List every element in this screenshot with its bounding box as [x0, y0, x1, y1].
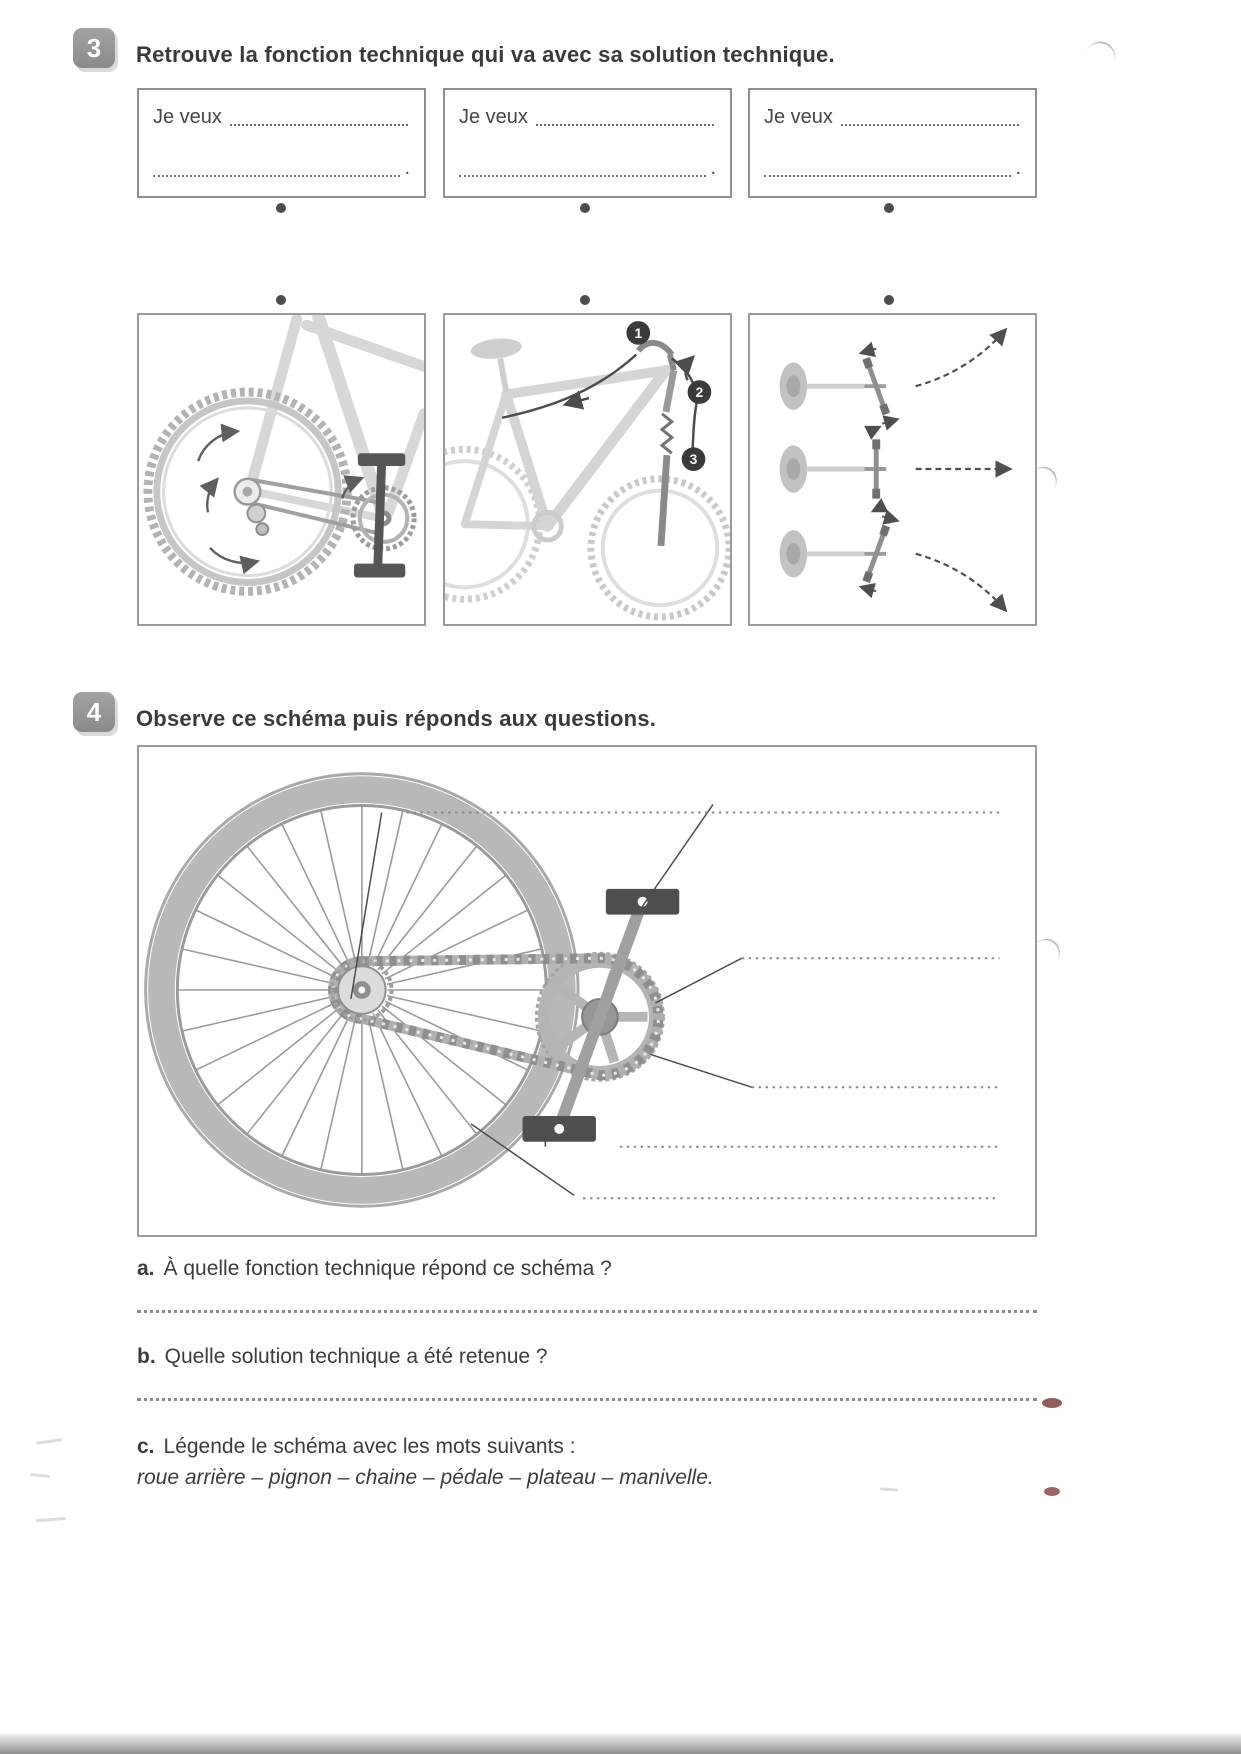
pencil-mark [30, 1473, 50, 1478]
handlebar-top-view-straight [780, 428, 1009, 511]
match-dot-bottom-2 [580, 295, 590, 305]
je-veux-label: Je veux [459, 106, 528, 128]
dotted-leader [764, 155, 1011, 177]
dotted-leader [230, 104, 408, 126]
question-a [137, 1257, 612, 1281]
question-b-text: Quelle solution technique a été retenue ? [164, 1345, 548, 1368]
question-a-text: À quelle fonction technique répond ce schéma ? [163, 1257, 612, 1280]
scan-edge-shadow [0, 1734, 1241, 1754]
dotted-leader [536, 104, 714, 126]
je-veux-line-1 [153, 104, 410, 129]
answer-line-a [137, 1310, 1037, 1313]
question-a-letter: a. [137, 1257, 155, 1280]
step-number-1: 1 [634, 325, 643, 341]
je-veux-label: Je veux [764, 106, 833, 128]
handlebar-top-view-right-turn [780, 516, 1005, 609]
illustration-box-braking [443, 313, 732, 626]
page-curl-mark [1034, 933, 1066, 963]
question-c-text: Légende le schéma avec les mots suivants : [163, 1435, 576, 1458]
je-veux-label: Je veux [153, 106, 222, 128]
dotted-leader [459, 155, 706, 177]
pencil-mark [36, 1438, 62, 1445]
je-veux-line-1 [459, 104, 716, 129]
period: . [710, 157, 716, 179]
je-veux-line-2 [764, 155, 1021, 180]
answer-box-2 [443, 88, 732, 198]
answer-box-3 [748, 88, 1037, 198]
match-dot-bottom-1 [276, 295, 286, 305]
je-veux-line-2 [459, 155, 716, 180]
pencil-mark [36, 1517, 66, 1522]
illustration-box-transmission [137, 313, 426, 626]
exercise-3-number: 3 [86, 32, 102, 63]
hub-derailleur [235, 479, 269, 535]
question-b-letter: b. [137, 1345, 156, 1368]
dotted-leader [153, 155, 400, 177]
illustration-box-steering [748, 313, 1037, 626]
je-veux-line-2 [153, 155, 410, 180]
period: . [404, 157, 410, 179]
page-curl-mark [1086, 37, 1120, 63]
match-dot-top-3 [884, 203, 894, 213]
match-dot-bottom-3 [884, 295, 894, 305]
exercise-4-title: Observe ce schéma puis réponds aux questions. [136, 706, 657, 731]
answer-box-1 [137, 88, 426, 198]
period: . [1015, 157, 1021, 179]
exercise-4-number: 4 [86, 696, 102, 727]
word-list: roue arrière – pignon – chaine – pédale – plateau – manivelle. [137, 1466, 714, 1489]
question-c [137, 1435, 576, 1459]
bike-drivetrain-diagram [139, 747, 1035, 1235]
answer-line-b [137, 1398, 1037, 1401]
question-c-letter: c. [137, 1435, 155, 1458]
je-veux-line-1 [764, 104, 1021, 129]
steering-illustration [750, 315, 1035, 624]
step-number-3: 3 [689, 452, 698, 468]
dotted-leader [841, 104, 1019, 126]
question-b [137, 1345, 548, 1369]
pencil-mark [880, 1487, 898, 1491]
handlebar-top-view-left-turn [780, 331, 1005, 424]
exercise-4-badge [73, 692, 115, 732]
match-dot-top-2 [580, 203, 590, 213]
exercise-3-badge [73, 28, 115, 68]
pen-smudge [1044, 1487, 1060, 1496]
match-dot-top-1 [276, 203, 286, 213]
step-number-2: 2 [695, 385, 704, 401]
pen-smudge [1042, 1398, 1062, 1408]
pedaling-transmission-illustration [139, 315, 424, 624]
exercise-3-title: Retrouve la fonction technique qui va avec sa solution technique. [136, 42, 835, 67]
drivetrain-diagram-box [137, 745, 1037, 1237]
braking-illustration [445, 315, 730, 624]
